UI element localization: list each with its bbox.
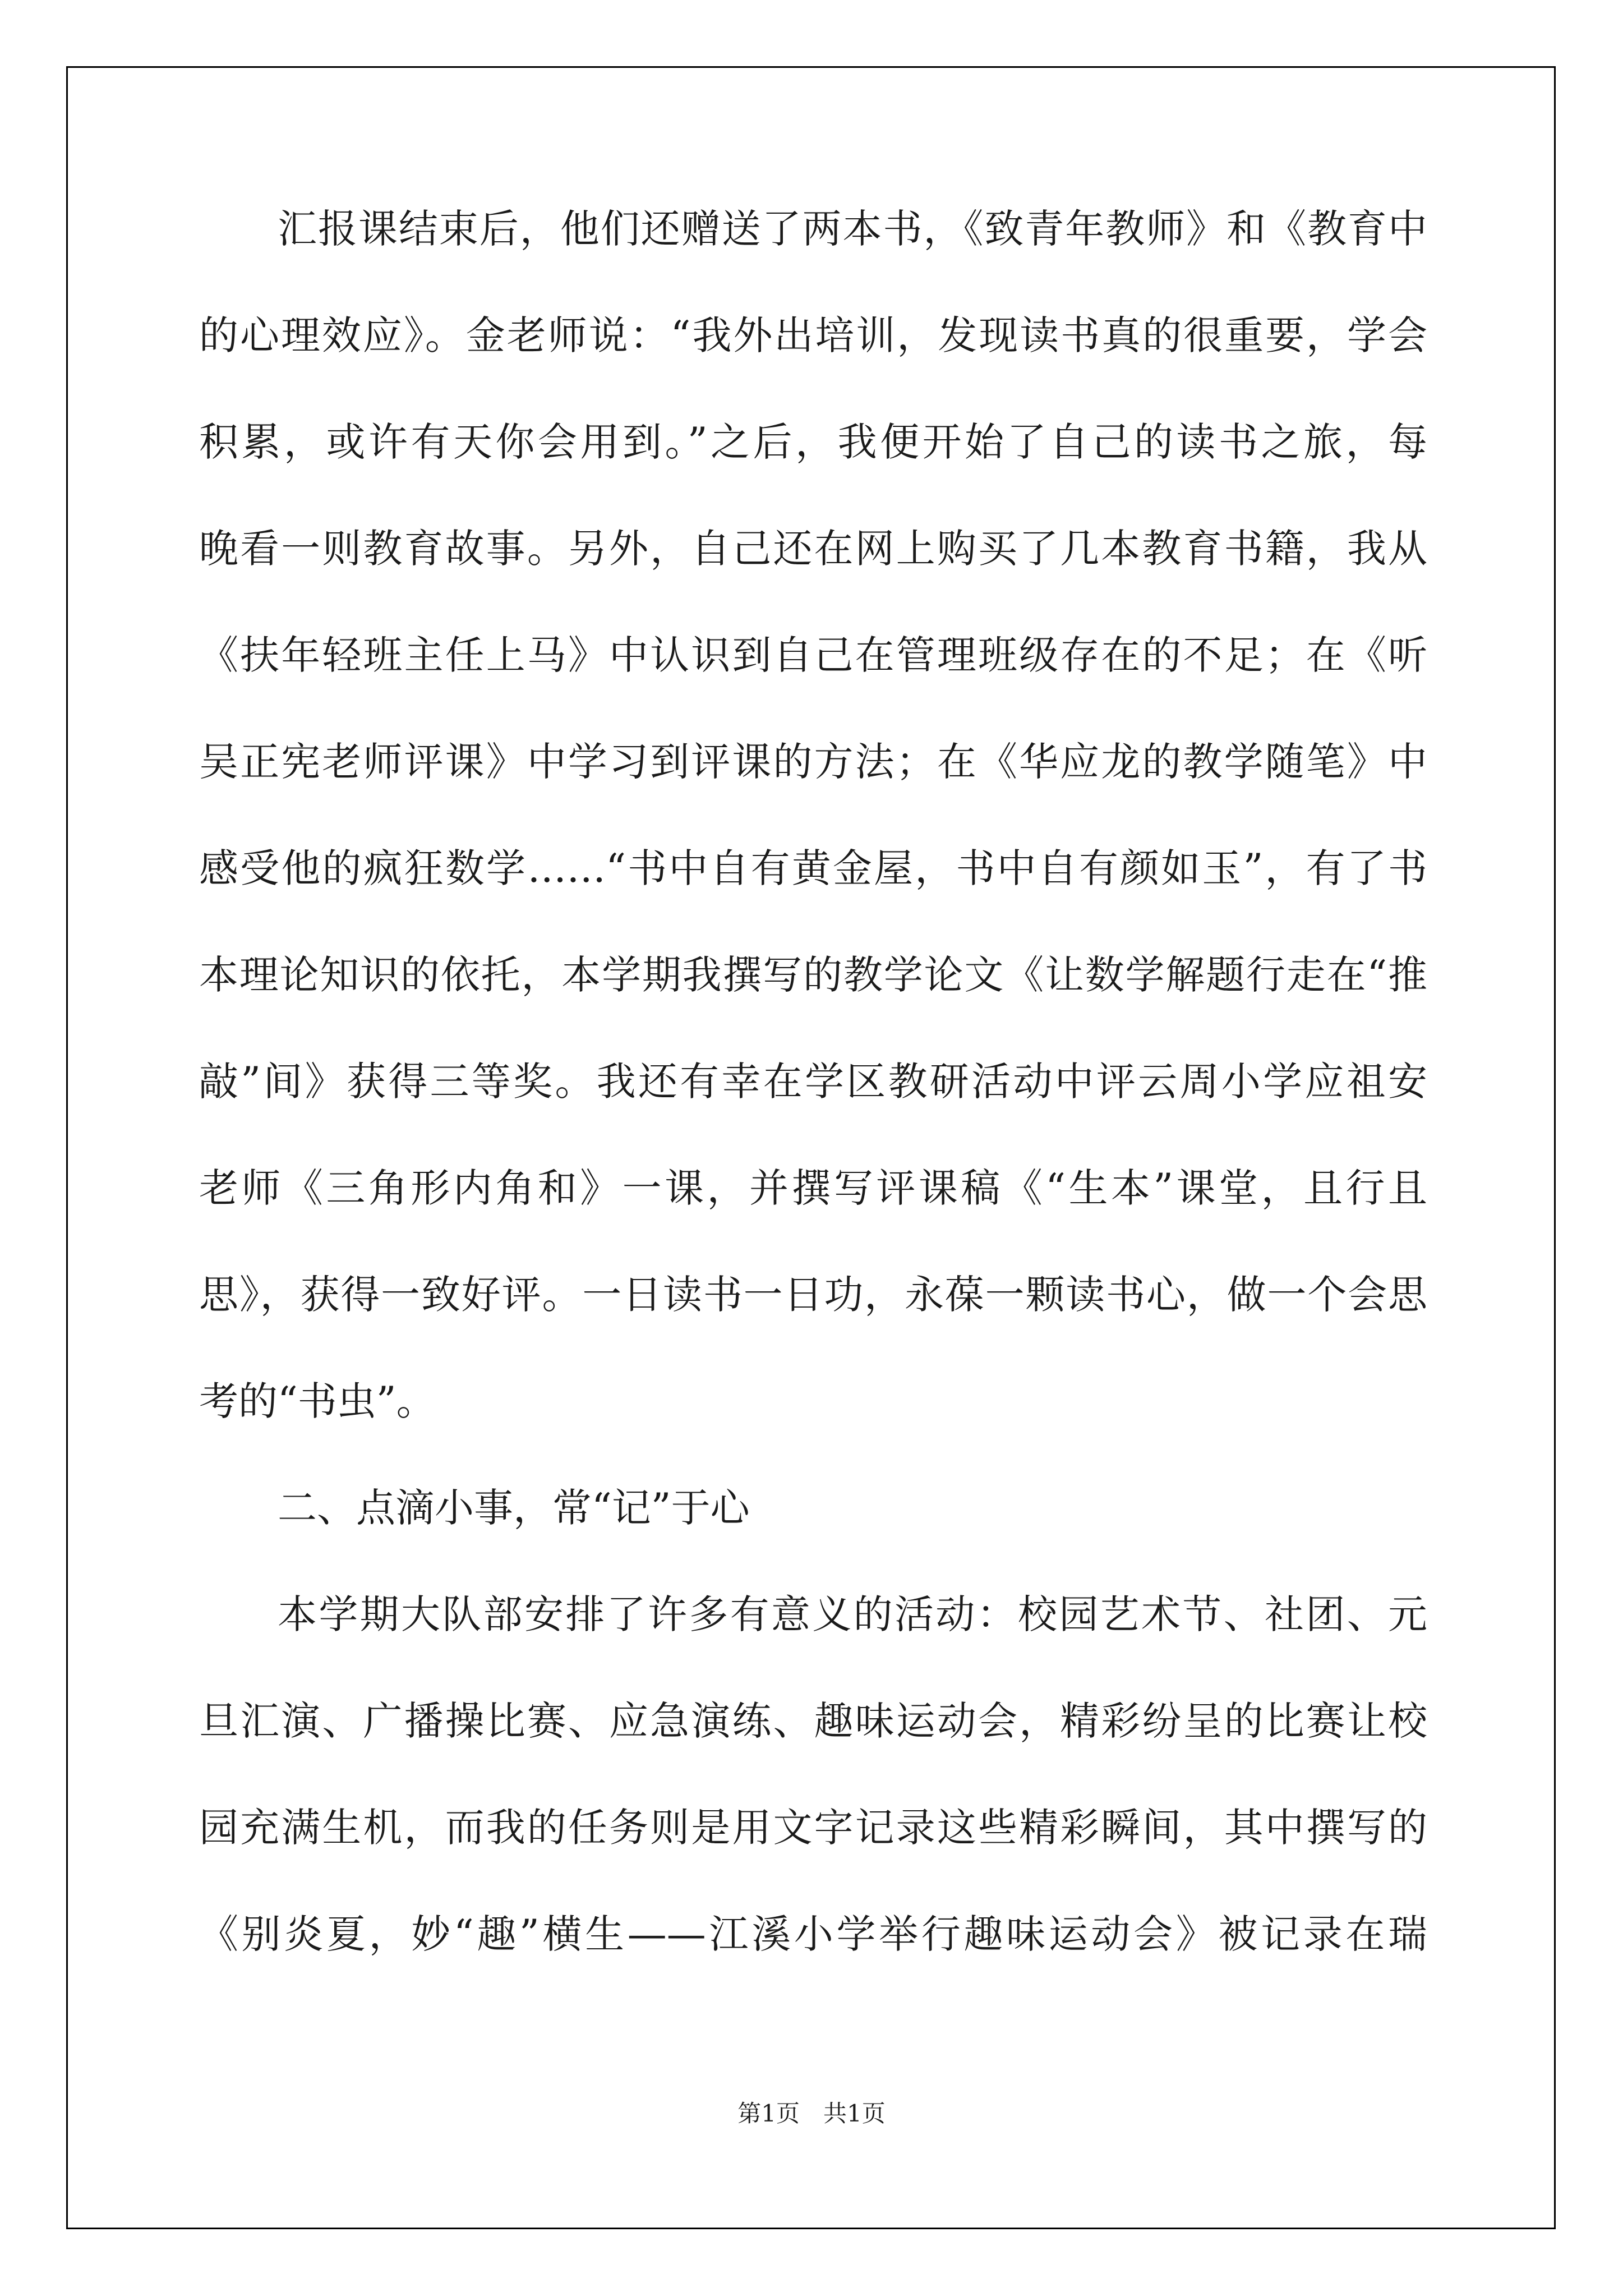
paragraph1-line: 本理论知识的依托，本学期我撰写的教学论文《让数学解题行走在“推 [199, 952, 1427, 998]
paragraph2-line: 旦汇演、广播操比赛、应急演练、趣味运动会，精彩纷呈的比赛让校 [199, 1698, 1427, 1744]
section-heading: 二、点滴小事，常“记”于心 [278, 1485, 750, 1531]
paragraph1-line: 的心理效应》。金老师说：“我外出培训，发现读书真的很重要，学会 [199, 312, 1427, 358]
paragraph2-line: 《别炎夏，妙“趣”横生——江溪小学举行趣味运动会》被记录在瑞 [199, 1911, 1427, 1957]
paragraph1-line: 积累，或许有天你会用到。”之后，我便开始了自己的读书之旅，每 [199, 419, 1427, 465]
paragraph1-line: 《扶年轻班主任上马》中认识到自己在管理班级存在的不足；在《听 [199, 632, 1427, 678]
page-footer: 第1页 共1页 [737, 2100, 886, 2127]
paragraph1-line: 考的“书虫”。 [199, 1378, 436, 1424]
paragraph1-line: 思》，获得一致好评。一日读书一日功，永葆一颗读书心，做一个会思 [199, 1272, 1427, 1318]
document-body [199, 202, 1427, 2014]
paragraph2-line: 园充满生机，而我的任务则是用文字记录这些精彩瞬间，其中撰写的 [199, 1805, 1427, 1851]
paragraph1-line: 汇报课结束后，他们还赠送了两本书，《致青年教师》和《教育中 [278, 206, 1427, 252]
paragraph1-line: 老师《三角形内角和》一课，并撰写评课稿《“生本”课堂，且行且 [199, 1165, 1427, 1211]
paragraph1-line: 晚看一则教育故事。另外，自己还在网上购买了几本教育书籍，我从 [199, 526, 1427, 572]
paragraph2-line: 本学期大队部安排了许多有意义的活动：校园艺术节、社团、元 [278, 1591, 1427, 1637]
paragraph1-line: 吴正宪老师评课》中学习到评课的方法；在《华应龙的教学随笔》中 [199, 739, 1427, 785]
paragraph1-line: 敲”间》获得三等奖。我还有幸在学区教研活动中评云周小学应祖安 [199, 1059, 1427, 1105]
paragraph1-line: 感受他的疯狂数学……“书中自有黄金屋，书中自有颜如玉”，有了书 [199, 845, 1427, 891]
